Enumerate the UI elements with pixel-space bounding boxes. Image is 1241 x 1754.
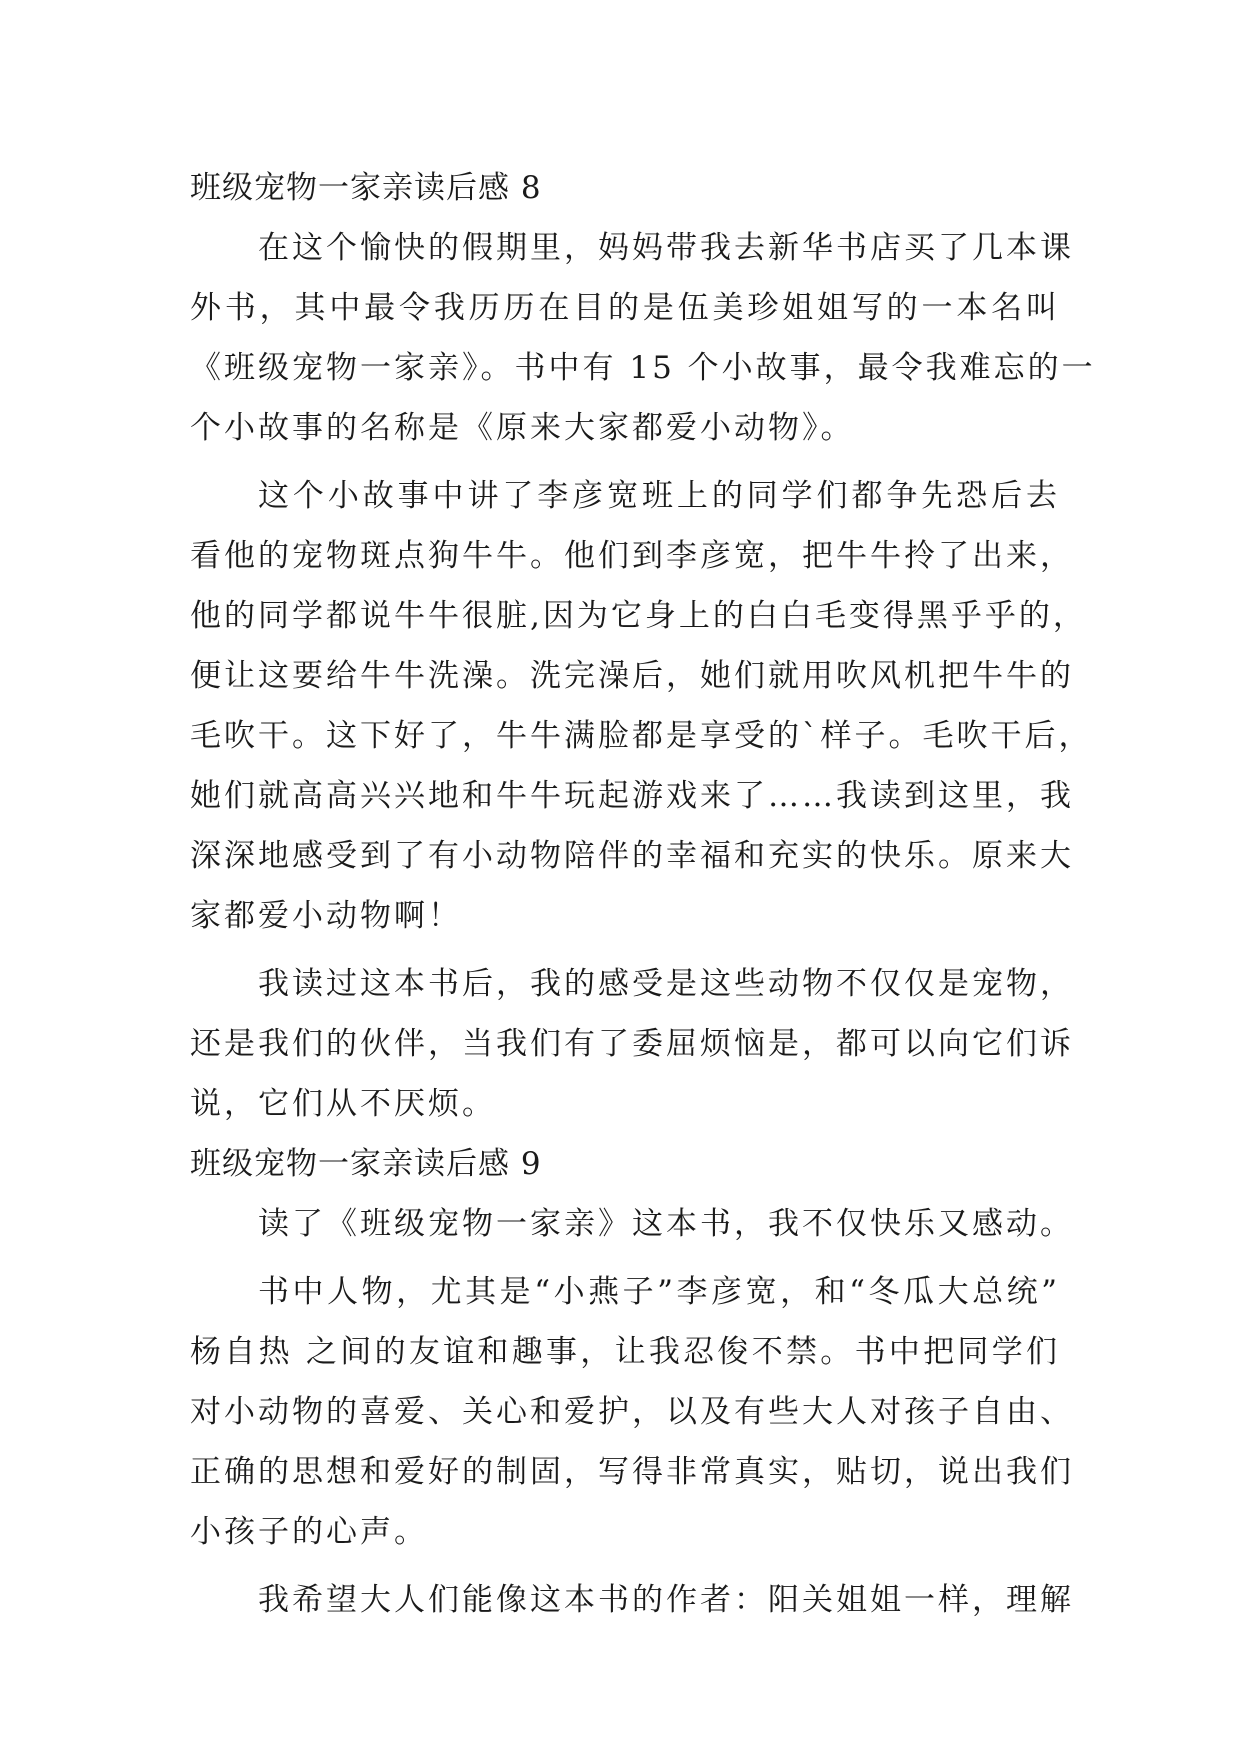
document-page (190, 158, 1096, 1630)
paragraph-line: 正确的思想和爱好的制固，写得非常真实，贴切，说出我们 (190, 1454, 1074, 1490)
section-heading: 班级宠物一家亲读后感 9 (190, 1146, 542, 1182)
paragraph-line: 读了《班级宠物一家亲》这本书，我不仅快乐又感动。 (258, 1206, 1074, 1242)
paragraph-line: 深深地感受到了有小动物陪伴的幸福和充实的快乐。原来大 (190, 838, 1074, 874)
paragraph-line: 个小故事的名称是《原来大家都爱小动物》。 (190, 410, 855, 446)
paragraph-line: 看他的宠物斑点狗牛牛。他们到李彦宽，把牛牛拎了出来， (190, 538, 1074, 574)
paragraph-line: 毛吹干。这下好了，牛牛满脸都是享受的`样子。毛吹干后， (190, 718, 1093, 754)
paragraph-line: 小孩子的心声。 (190, 1514, 428, 1550)
paragraph-line: 还是我们的伙伴，当我们有了委屈烦恼是，都可以向它们诉 (190, 1026, 1074, 1062)
paragraph-line: 我希望大人们能像这本书的作者：阳关姐姐一样，理解 (258, 1582, 1074, 1618)
paragraph-line: 这个小故事中讲了李彦宽班上的同学们都争先恐后去 (258, 478, 1060, 514)
paragraph-line: 《班级宠物一家亲》。书中有 15 个小故事，最令我难忘的一 (190, 350, 1096, 386)
paragraph-line: 外书，其中最令我历历在目的是伍美珍姐姐写的一本名叫 (190, 290, 1060, 326)
paragraph-line: 他的同学都说牛牛很脏,因为它身上的白白毛变得黑乎乎的， (190, 598, 1087, 634)
paragraph-line: 便让这要给牛牛洗澡。洗完澡后，她们就用吹风机把牛牛的 (190, 658, 1074, 694)
paragraph-line: 说，它们从不厌烦。 (190, 1086, 496, 1122)
section-heading: 班级宠物一家亲读后感 8 (190, 170, 542, 206)
paragraph-line: 书中人物，尤其是“小燕子”李彦宽，和“冬瓜大总统” (258, 1274, 1060, 1310)
paragraph-line: 在这个愉快的假期里，妈妈带我去新华书店买了几本课 (258, 230, 1074, 266)
paragraph-line: 家都爱小动物啊！ (190, 898, 462, 934)
paragraph-line: 我读过这本书后，我的感受是这些动物不仅仅是宠物， (258, 966, 1074, 1002)
paragraph-line: 她们就高高兴兴地和牛牛玩起游戏来了……我读到这里，我 (190, 778, 1074, 814)
paragraph-line: 杨自热 之间的友谊和趣事，让我忍俊不禁。书中把同学们 (190, 1334, 1060, 1370)
paragraph-line: 对小动物的喜爱、关心和爱护，以及有些大人对孩子自由、 (190, 1394, 1074, 1430)
